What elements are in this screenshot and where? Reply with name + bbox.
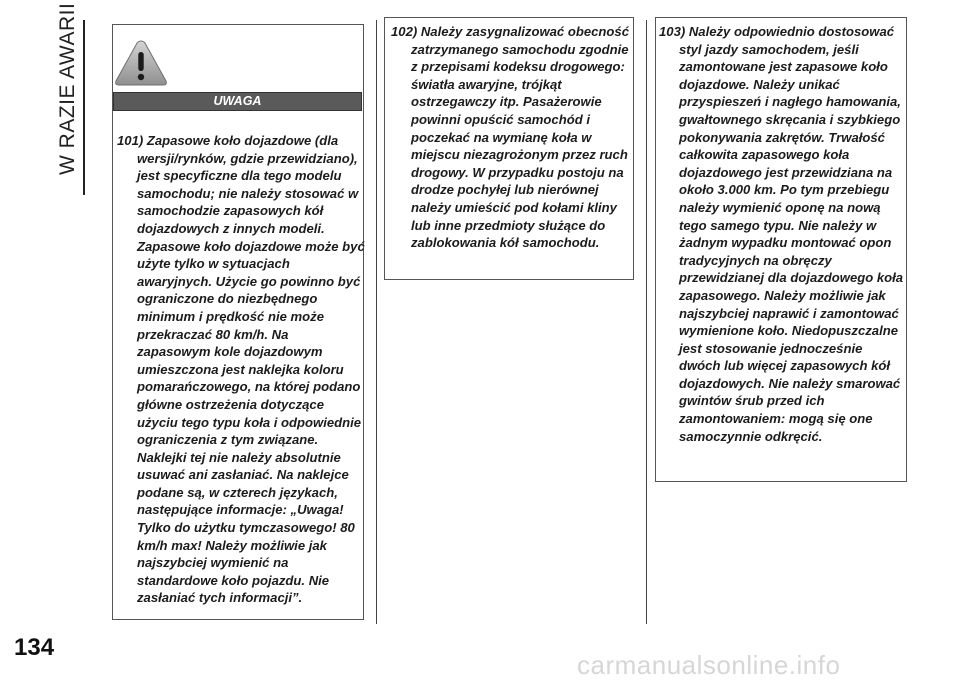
section-rule xyxy=(83,20,85,195)
watermark: carmanualsonline.info xyxy=(577,650,841,680)
column-divider xyxy=(376,20,377,624)
warning-banner: UWAGA xyxy=(113,92,362,111)
page-number: 134 xyxy=(14,634,55,661)
note-text: 101) Zapasowe koło dojazdowe (dla wersji/rynków, gdzie przewidziano), jest specyficzne dla tego modelu samochodu; nie należy stosować w samochodzie zapasowych kół dojazdowych z innych modeli. Zapasowe koło dojazdowe może być użyte tylko w sytuacjach awaryjnych. Użycie go powinno być ograniczone do niezbędnego minimum i prędkość nie może przekraczać 80 km/h. Na zapasowym kole dojazdowym umieszczona jest naklejka koloru pomarańczowego, na której podano główne ostrzeżenia dotyczące użyciu tego typu koła i odpowiednie ograniczenia z tym związane. Naklejki tej nie należy absolutnie usuwać ani zasłaniać. Na naklejce podane są, w czterech językach, następujące informacje: „Uwaga! Tylko do użytku tymczasowego! 80 km/h max! Należy możliwie jak najszybciej wymienić na standardowe koło pojazdu. Nie zasłaniać tych informacji”. xyxy=(117,133,365,606)
note-102 xyxy=(391,23,632,252)
note-text: 102) Należy zasygnalizować obecność zatrzymanego samochodu zgodnie z przepisami kodeksu drogowego: światła awaryjne, trójkąt ostrzegawczy itp. Pasażerowie powinni opuścić samochód i poczekać na wymianę koła w miejscu niezagrożonym przez ruch drogowy. W przypadku postoju na drodze pochyłej lub nierównej należy umieścić pod kołami kliny lub inne przedmioty służące do zablokowania kół samochodu. xyxy=(391,24,629,251)
section-title: W RAZIE AWARII xyxy=(56,2,79,175)
note-103 xyxy=(659,23,906,445)
column-divider xyxy=(646,20,647,624)
note-text: 103) Należy odpowiednio dostosować styl jazdy samochodem, jeśli zamontowane jest zapasowe koło dojazdowe. Należy unikać przyspieszeń i nagłego hamowania, gwałtownego skręcania i szybkiego pokonywania zakrętów. Trwałość całkowita zapasowego koła dojazdowego jest przewidziana na około 3.000 km. Po tym przebiegu należy wymienić oponę na nową tego samego typu. Nie należy w żadnym wypadku montować opon tradycyjnych na obręczy przewidzianej dla dojazdowego koła zapasowego. Należy możliwie jak najszybciej naprawić i zamontować wymienione koło. Niedopuszczalne jest stosowanie jednocześnie dwóch lub więcej zapasowych kół dojazdowych. Nie należy smarować gwintów śrub przed ich zamontowaniem: mogą się one samoczynnie odkręcić. xyxy=(659,24,904,444)
warning-triangle-icon xyxy=(113,38,169,88)
note-101 xyxy=(117,132,365,607)
